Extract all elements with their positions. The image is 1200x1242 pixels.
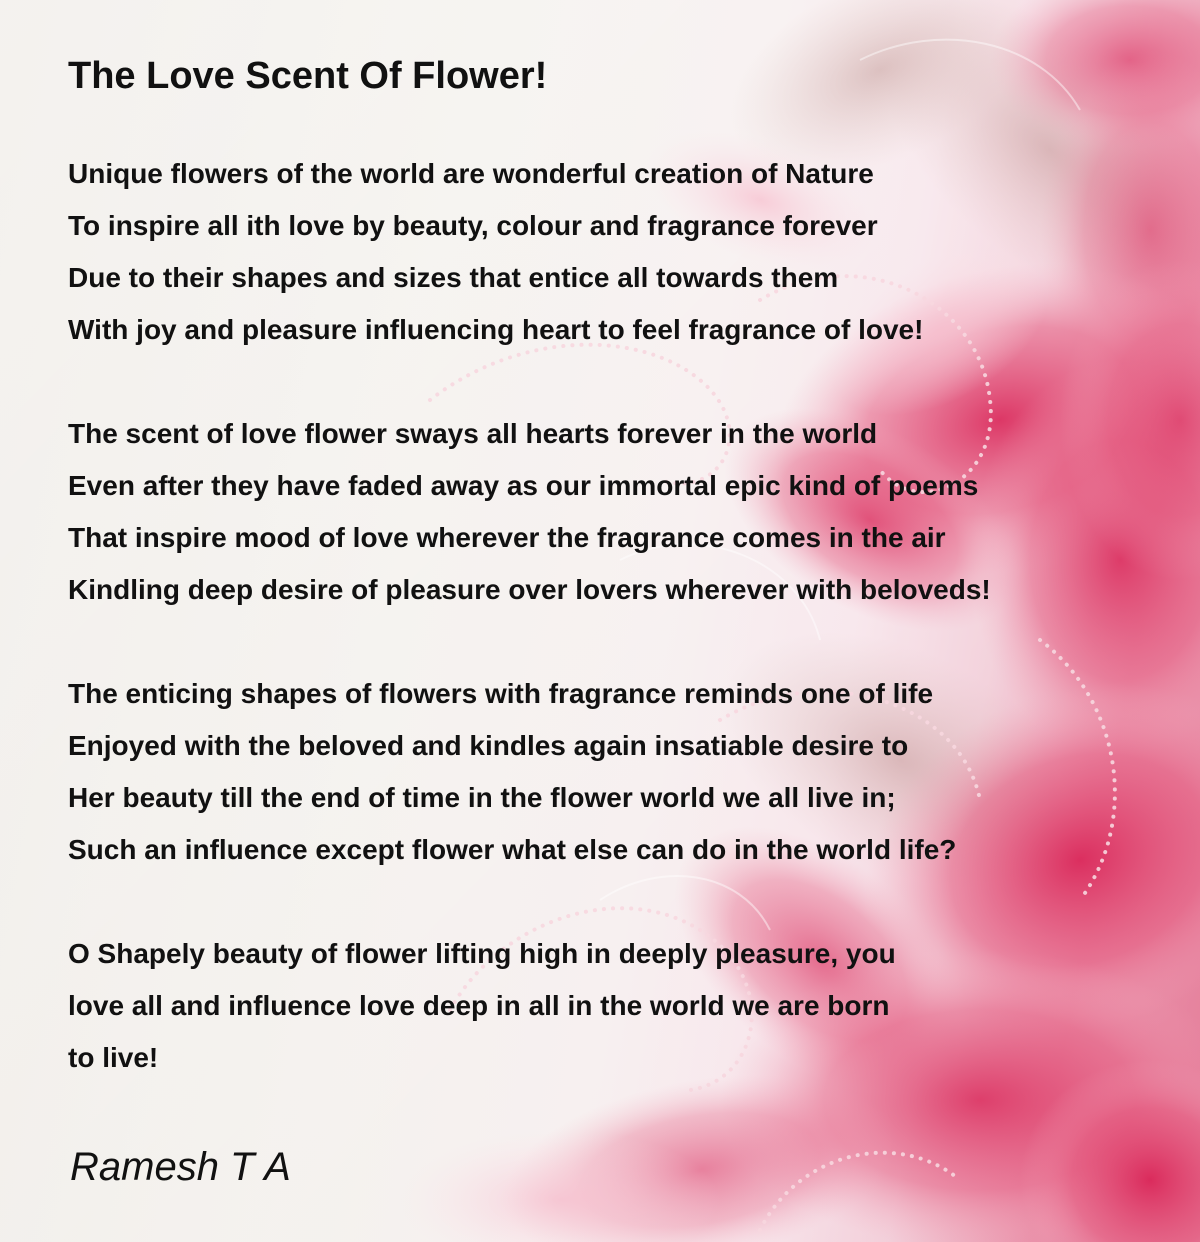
poem-line: Unique flowers of the world are wonderful creation of Nature xyxy=(68,158,874,189)
poem-line: That inspire mood of love wherever the fragrance comes in the air xyxy=(68,522,946,553)
poem-author: Ramesh T A xyxy=(70,1145,291,1189)
poem-line: love all and influence love deep in all in the world we are born xyxy=(68,990,890,1021)
poem-body xyxy=(68,148,1178,1136)
poem-line: The enticing shapes of flowers with fragrance reminds one of life xyxy=(68,678,934,709)
stanza-1 xyxy=(68,148,1178,356)
poem-title: The Love Scent Of Flower! xyxy=(68,55,548,97)
poem-line: To inspire all ith love by beauty, colour and fragrance forever xyxy=(68,210,878,241)
poem-line: Her beauty till the end of time in the flower world we all live in; xyxy=(68,782,896,813)
poem-line: Enjoyed with the beloved and kindles again insatiable desire to xyxy=(68,730,909,761)
poem-line: Due to their shapes and sizes that entice all towards them xyxy=(68,262,839,293)
stanza-4 xyxy=(68,928,1178,1084)
stanza-3 xyxy=(68,668,1178,876)
poem-line: Kindling deep desire of pleasure over lovers wherever with beloveds! xyxy=(68,574,991,605)
poem-line: O Shapely beauty of flower lifting high in deeply pleasure, you xyxy=(68,938,896,969)
poem-line: Even after they have faded away as our immortal epic kind of poems xyxy=(68,470,979,501)
poem-line: Such an influence except flower what else can do in the world life? xyxy=(68,834,957,865)
poem-line: The scent of love flower sways all hearts forever in the world xyxy=(68,418,878,449)
poem-line: With joy and pleasure influencing heart to feel fragrance of love! xyxy=(68,314,924,345)
poem-line: to live! xyxy=(68,1042,159,1073)
stanza-2 xyxy=(68,408,1178,616)
